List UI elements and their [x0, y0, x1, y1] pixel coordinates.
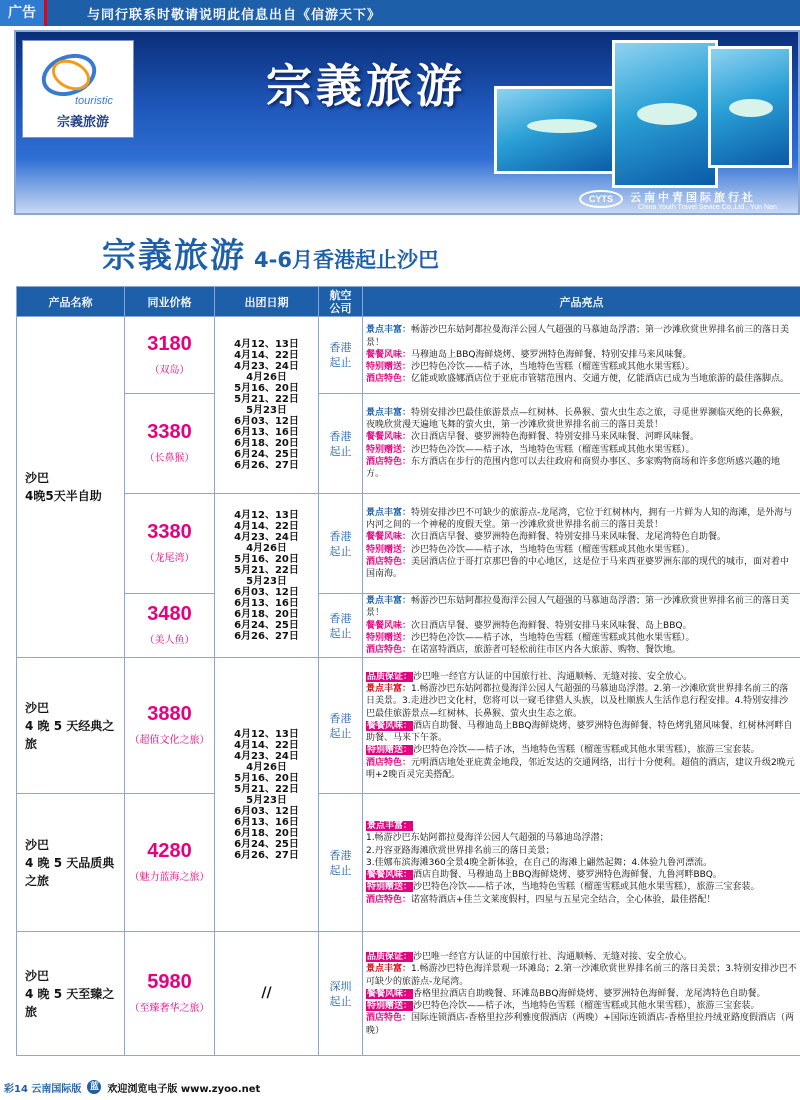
highlight-text: 在诺富特酒店，旅游者可轻松前往市区内各大旅游、购物、餐饮地。 — [411, 645, 682, 656]
departure-dates: 4月12、13日 4月14、22日 4月23、24日 4月26日 5月16、20日 5月21、22日 5月23日 6月03、12日 6月13、16日 6月18、20日 6月24、25日 6月26、27日 — [215, 317, 319, 494]
highlight-label: 酒店特色： — [366, 456, 412, 467]
highlight-label: 餐餐风味： — [367, 870, 413, 881]
ad-strip — [0, 0, 800, 26]
price-cell — [125, 658, 215, 794]
highlight-line — [366, 361, 797, 373]
highlight-label: 酒店特色： — [366, 645, 412, 656]
highlight-label: 特别赠送： — [366, 362, 412, 373]
highlight-line — [366, 556, 797, 581]
highlight-line — [366, 531, 797, 543]
table-row — [17, 594, 800, 658]
highlight-label: 餐餐风味： — [366, 432, 412, 443]
ad-notice: 与同行联系时敬请说明此信息出自《信游天下》 — [87, 7, 382, 23]
highlight-text: 沙巴特色冷饮——桔子冰，当地特色雪糕（榴莲雪糕或其他水果雪糕），旅游三宝套装。 — [413, 745, 760, 756]
highlight-label: 酒店特色： — [366, 894, 412, 905]
highlights-cell — [363, 932, 800, 1056]
highlight-text: 沙巴特色冷饮——桔子冰，当地特色雪糕（榴莲雪糕或其他水果雪糕）。 — [411, 444, 695, 455]
island-photo-3 — [708, 46, 792, 168]
highlight-label: 餐餐风味： — [366, 532, 412, 543]
highlight-text: 亿能或欧盛娜酒店位于亚庇市管辖范围内、交通方便，亿能酒店已成为当地旅游的最佳落脚点。 — [411, 374, 790, 385]
highlight-label: 餐餐风味： — [366, 620, 412, 631]
price-value: 5980 — [147, 971, 192, 994]
highlights-cell — [363, 594, 800, 658]
col-header-product: 产品名称 — [17, 287, 125, 317]
ad-tag: 广告 — [0, 0, 47, 26]
highlight-text: 香格里拉酒店自助晚餐、环滩岛BBQ海鲜烧烤、婆罗洲特色海鲜餐、龙尾湾特色自助餐。 — [413, 988, 766, 999]
price-value: 3380 — [147, 421, 192, 443]
price-cell — [125, 394, 215, 494]
highlight-text: 特别安排沙巴最佳旅游景点—红树林、长鼻猴、萤火虫生态之旅，寻觅世界濒临灭绝的长鼻猴，夜晚欣赏漫天遍地飞舞的萤火虫，第一沙滩欣赏世界排名前三的落日美景！ — [366, 407, 790, 430]
highlight-line — [366, 744, 797, 756]
highlight-label: 特别赠送： — [366, 544, 412, 555]
price-note: （龙尾湾） — [144, 553, 195, 564]
table-header — [17, 287, 800, 317]
col-header-price: 同业价格 — [125, 287, 215, 317]
product-name: 沙巴 4 晚 5 天经典之旅 — [17, 658, 125, 794]
col-header-airline: 航空 公司 — [319, 287, 363, 317]
highlight-line — [366, 671, 797, 683]
highlight-line — [366, 373, 797, 385]
highlight-text: 1.畅游沙巴东姑阿都拉曼海洋公园人气超强的马慕迪岛浮潜。2.第一沙滩欣赏世界排名前三的落日美景。3.走进沙巴文化村，您将可以一窥毛律猎人头族，以及杜顺族人生活作息行程安排。4.特别安排沙巴最佳旅游景点—红树林、长鼻猴、萤火虫生态之旅。 — [366, 683, 789, 719]
highlight-line — [366, 324, 797, 349]
highlight-label: 酒店特色： — [366, 1013, 412, 1024]
highlight-label: 酒店特色： — [366, 757, 412, 768]
airline-cell: 香港 起止 — [319, 317, 363, 394]
price-cell — [125, 932, 215, 1056]
highlight-text: 元明酒店地处亚庇黄金地段，邻近发达的交通网络，出行十分便利。超值的酒店，建议升级2晚元明+2晚百灵完美搭配。 — [366, 757, 795, 781]
price-cell — [125, 794, 215, 932]
highlight-line — [366, 444, 797, 456]
banner-title: 宗義旅游 — [266, 59, 466, 113]
highlight-line — [366, 683, 797, 720]
highlights-cell — [363, 317, 800, 394]
col-header-highlights: 产品亮点 — [363, 287, 800, 317]
highlights-cell — [363, 494, 800, 594]
table-row — [17, 794, 800, 932]
footer-page-label: 彩14 云南国际版 — [4, 1083, 82, 1095]
highlight-text: 沙巴特色冷饮——桔子冰，当地特色雪糕（榴莲雪糕或其他水果雪糕），旅游三宝套装。 — [413, 882, 760, 893]
price-note: （至臻奢华之旅） — [129, 1003, 210, 1015]
highlight-label: 景点丰富： — [366, 325, 412, 336]
highlight-line — [366, 595, 797, 620]
company-name-en: China Youth Travel Sevice Co.,Ltd . Yun Nan — [638, 204, 777, 211]
highlight-line — [366, 894, 797, 906]
highlight-line — [366, 507, 797, 532]
footer-badge: 蓝 — [87, 1080, 101, 1094]
highlight-text: 国际连锁酒店-香格里拉莎利雅度假酒店（两晚）+国际连锁酒店-香格里拉丹绒亚路度假酒店（两晚） — [366, 1013, 795, 1036]
highlight-text: 次日酒店早餐、婆罗洲特色海鲜餐、特别安排马来风味餐、河畔风味餐。 — [411, 432, 700, 443]
airline-cell: 香港 起止 — [319, 594, 363, 658]
highlight-text: 沙巴特色冷饮——桔子冰，当地特色雪糕（榴莲雪糕或其他水果雪糕）。 — [411, 632, 695, 643]
airline-cell: 香港 起止 — [319, 658, 363, 794]
highlight-line — [366, 644, 797, 656]
highlight-line — [366, 951, 797, 963]
product-table — [16, 286, 800, 1056]
price-note: （双岛） — [149, 364, 190, 376]
highlight-label: 餐餐风味： — [367, 988, 413, 999]
price-cell — [125, 494, 215, 594]
table-row — [17, 494, 800, 594]
price-value: 3380 — [147, 521, 192, 543]
highlight-line — [366, 349, 797, 361]
highlight-text: 沙巴特色冷饮——桔子冰，当地特色雪糕（榴莲雪糕或其他水果雪糕）。 — [411, 362, 695, 373]
highlight-line — [366, 832, 797, 844]
highlight-text: 沙巴特色冷饮——桔子冰，当地特色雪糕（榴莲雪糕或其他水果雪糕），旅游三宝套装。 — [413, 1001, 760, 1012]
product-name: 沙巴 4 晚 5 天品质典之旅 — [17, 794, 125, 932]
highlight-line — [366, 988, 797, 1000]
headline-route: 4-6月香港起止沙巴 — [254, 248, 439, 272]
highlight-line — [366, 963, 797, 988]
highlights-cell — [363, 394, 800, 494]
highlight-label: 餐餐风味： — [366, 349, 412, 360]
highlight-text: 特别安排沙巴不可缺少的旅游点-龙尾湾，它位于红树林内，拥有一片鲜为人知的海滩，是外海与内河之间的一个神秘的度假天堂。第一沙滩欣赏世界排名前三的落日美景！ — [366, 507, 793, 530]
highlight-text: 1.畅游沙巴特色海洋景观一环滩岛；2.第一沙滩欣赏世界排名前三的落日美景；3.特别安排沙巴不可缺少的旅游点-龙尾湾。 — [366, 964, 797, 987]
highlight-line — [366, 456, 797, 481]
table-row — [17, 932, 800, 1056]
highlight-label: 景点丰富： — [366, 964, 412, 975]
highlight-text: 畅游沙巴东姑阿都拉曼海洋公园人气超强的马慕迪岛浮潜；第一沙滩欣赏世界排名前三的落日美景！ — [366, 325, 790, 348]
highlight-label: 特别赠送： — [366, 444, 412, 455]
brand-banner — [14, 30, 800, 215]
highlight-text: 畅游沙巴东姑阿都拉曼海洋公园人气超强的马慕迪岛浮潜；第一沙滩欣赏世界排名前三的落日美景！ — [366, 596, 790, 619]
price-cell — [125, 594, 215, 658]
highlight-label: 景点丰富： — [366, 683, 412, 694]
logo-chinese-text: 宗義旅游 — [57, 115, 110, 130]
highlight-text: 酒店自助餐、马穆迪岛上BBQ海鲜烧烤、婆罗洲特色海鲜餐、九鲁河畔BBQ。 — [413, 870, 722, 881]
highlight-text: 沙巴唯一经官方认证的中国旅行社、沟通顺畅、无缝对接、安全放心。 — [413, 951, 693, 962]
highlight-label: 品质保证： — [367, 951, 413, 962]
highlight-label: 特别赠送： — [367, 745, 413, 756]
highlight-line — [366, 720, 797, 745]
footer-website: 欢迎浏览电子版 www.zyoo.net — [107, 1083, 261, 1095]
highlights-cell — [363, 794, 800, 932]
highlight-line — [366, 869, 797, 881]
highlight-text: 东方酒店在步行的范围内您可以去往政府和商贸办事区、多家购物商场和许多您所感兴趣的地方。 — [366, 456, 781, 480]
highlight-text: 沙巴特色冷饮——桔子冰，当地特色雪糕（榴莲雪糕或其他水果雪糕）。 — [411, 544, 695, 555]
page-headline — [102, 228, 439, 277]
highlight-line — [366, 544, 797, 556]
price-note: （魅力蓝海之旅） — [129, 872, 210, 884]
highlight-label: 景点丰富： — [367, 820, 413, 831]
highlight-label: 酒店特色： — [366, 374, 412, 385]
highlight-line — [366, 845, 797, 857]
highlight-label: 特别赠送： — [367, 1001, 413, 1012]
highlight-text: 次日酒店早餐、婆罗洲特色海鲜餐、特别安排马来风味餐、岛上BBQ。 — [411, 620, 692, 631]
highlight-line — [366, 620, 797, 632]
highlight-text: 美居酒店位于哥打京那巴鲁的中心地区，这是位于马来西亚婆罗洲东部的现代的城市，面对着中国南海。 — [366, 556, 790, 580]
highlight-text: 1.畅游沙巴东姑阿都拉曼海洋公园人气超强的马慕迪岛浮潜； — [366, 833, 609, 844]
highlight-line — [366, 632, 797, 644]
price-note: （超值文化之旅） — [129, 735, 210, 747]
highlight-label: 酒店特色： — [366, 556, 412, 567]
highlight-line — [366, 820, 797, 832]
highlight-label: 特别赠送： — [366, 632, 412, 643]
price-note: （美人鱼） — [144, 635, 195, 647]
highlight-line — [366, 757, 797, 782]
airline-cell: 香港 起止 — [319, 394, 363, 494]
cyts-logo: CYTS — [579, 190, 623, 208]
logo-english-text: touristic — [75, 95, 113, 107]
brand-logo — [22, 40, 134, 138]
departure-dates: // — [215, 932, 319, 1056]
highlight-text: 马穆迪岛上BBQ海鲜烧烤、婆罗洲特色海鲜餐、特别安排马来风味餐。 — [411, 349, 692, 360]
highlight-line — [366, 431, 797, 443]
highlight-line — [366, 857, 797, 869]
highlight-label: 景点丰富： — [366, 507, 412, 518]
table-row — [17, 394, 800, 494]
airline-cell: 香港 起止 — [319, 794, 363, 932]
highlight-label: 景点丰富： — [366, 407, 412, 418]
table-row — [17, 658, 800, 794]
highlight-text: 沙巴唯一经官方认证的中国旅行社、沟通顺畅、无缝对接、安全放心。 — [413, 671, 693, 682]
price-value: 4280 — [147, 840, 192, 863]
highlight-line — [366, 407, 797, 432]
price-value: 3880 — [147, 703, 192, 726]
highlight-text: 3.佳娜布滨海滩360全景4晚全新体验，在自己的海滩上翩然起舞；4.体验九鲁河漂流。 — [366, 857, 713, 868]
highlight-label: 景点丰富： — [366, 596, 412, 606]
departure-dates: 4月12、13日 4月14、22日 4月23、24日 4月26日 5月16、20日 5月21、22日 5月23日 6月03、12日 6月13、16日 6月18、20日 6月24、25日 6月26、27日 — [215, 494, 319, 658]
highlight-label: 餐餐风味： — [367, 720, 413, 731]
highlight-text: 诺富特酒店+佳兰文莱度假村，四星与五星完全结合，全心体验，最佳搭配！ — [411, 894, 716, 905]
price-value: 3480 — [147, 603, 192, 626]
headline-brand: 宗義旅游 — [102, 236, 246, 276]
highlight-label: 品质保证： — [367, 671, 413, 682]
highlight-text: 2.丹容亚路海滩欣赏世界排名前三的落日美景； — [366, 845, 555, 856]
table-row — [17, 317, 800, 394]
highlight-text: 酒店自助餐、马穆迪岛上BBQ海鲜烧烤、婆罗洲特色海鲜餐、特色烤乳猪风味餐、红树林河畔自助餐、马来下午茶。 — [366, 720, 793, 744]
company-name-cn: 云南中青国际旅行社 — [630, 191, 756, 204]
airline-cell: 深圳 起止 — [319, 932, 363, 1056]
island-photo-1 — [494, 86, 624, 174]
island-photo-2 — [612, 40, 718, 188]
price-cell — [125, 317, 215, 394]
highlight-line — [366, 881, 797, 893]
price-value: 3180 — [147, 332, 192, 355]
highlight-text: 次日酒店早餐、婆罗洲特色海鲜餐、特别安排马来风味餐、龙尾湾特色自助餐。 — [411, 532, 727, 543]
departure-dates: 4月12、13日 4月14、22日 4月23、24日 4月26日 5月16、20日 5月21、22日 5月23日 6月03、12日 6月13、16日 6月18、20日 6月24、25日 6月26、27日 — [215, 658, 319, 932]
highlight-line — [366, 1000, 797, 1012]
highlights-cell — [363, 658, 800, 794]
col-header-dates: 出团日期 — [215, 287, 319, 317]
price-note: （长鼻猴） — [144, 453, 195, 464]
highlight-line — [366, 1012, 797, 1037]
page-footer — [0, 1078, 800, 1096]
highlight-label: 特别赠送： — [367, 882, 413, 893]
product-name: 沙巴 4晚5天半自助 — [17, 317, 125, 658]
product-name: 沙巴 4 晚 5 天至臻之旅 — [17, 932, 125, 1056]
airline-cell: 香港 起止 — [319, 494, 363, 594]
